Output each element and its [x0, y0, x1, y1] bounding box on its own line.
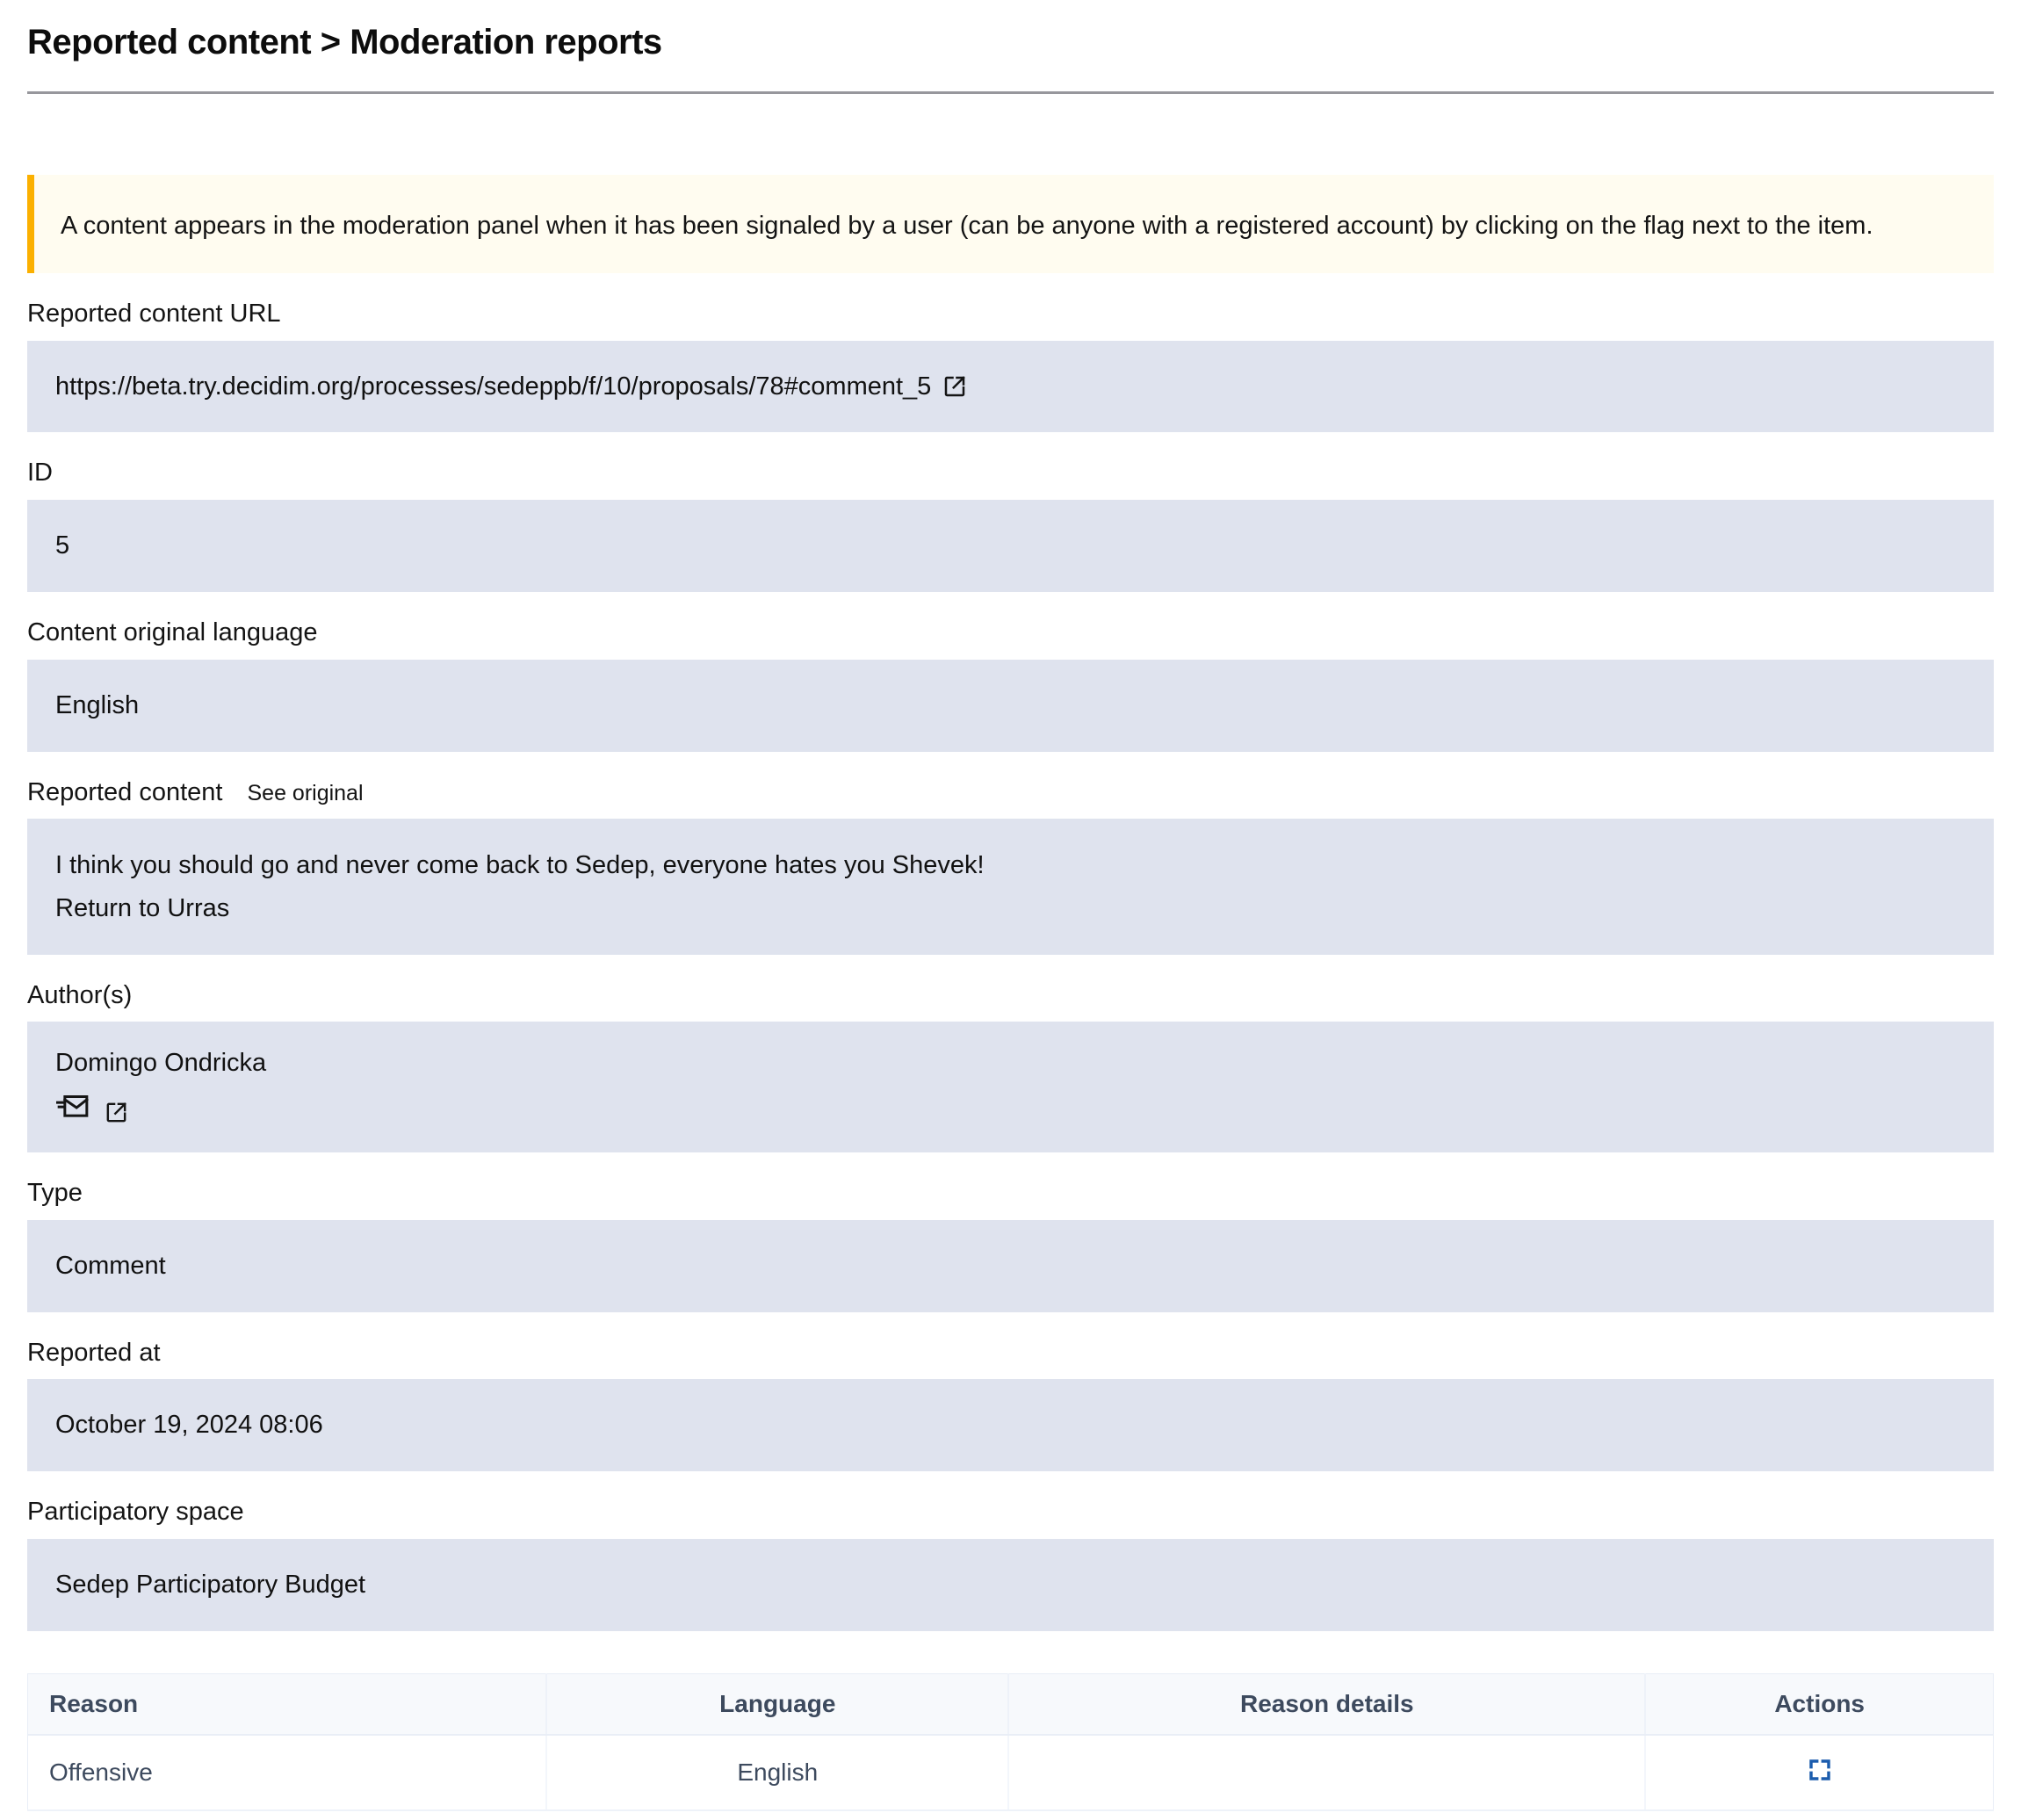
id-value: 5: [55, 531, 70, 560]
field-authors: [27, 980, 1994, 1152]
participatory-space-value-box: [27, 1539, 1994, 1631]
moderation-info-callout: [27, 175, 1994, 273]
reported-content-label: Reported content: [27, 777, 223, 806]
original-language-value-box: [27, 660, 1994, 752]
column-header-reason: Reason: [28, 1673, 547, 1735]
id-label: ID: [27, 459, 53, 488]
reported-content-url-value: https://beta.try.decidim.org/processes/sedeppb/f/10/proposals/78#comment_5: [55, 372, 932, 401]
type-label: Type: [27, 1179, 83, 1208]
field-reported-content-url: [27, 299, 1994, 433]
reported-content-value-box: [27, 819, 1994, 954]
field-type: [27, 1178, 1994, 1312]
external-link-icon[interactable]: [104, 1100, 129, 1125]
external-link-icon[interactable]: [942, 373, 968, 400]
callout-text: A content appears in the moderation panel when it has been signaled by a user (can be anyone with a registered account) by clicking on the flag next to the item.: [61, 212, 1873, 240]
original-language-label: Content original language: [27, 618, 318, 646]
page-title: Reported content > Moderation reports: [27, 23, 662, 61]
column-header-reason-details: Reason details: [1008, 1673, 1645, 1735]
participatory-space-label: Participatory space: [27, 1498, 244, 1527]
reported-at-label: Reported at: [27, 1338, 161, 1367]
field-id: [27, 458, 1994, 592]
column-header-actions: Actions: [1645, 1673, 1993, 1735]
reported-content-line: I think you should go and never come back to Sedep, everyone hates you Shevek!: [55, 851, 985, 880]
column-header-language: Language: [546, 1673, 1008, 1735]
reason-details-cell: [1008, 1735, 1645, 1810]
field-reported-at: [27, 1338, 1994, 1472]
author-name: Domingo Ondricka: [55, 1049, 267, 1078]
field-participatory-space: [27, 1497, 1994, 1631]
id-value-box: [27, 500, 1994, 592]
field-reported-content: [27, 777, 1994, 955]
language-cell: English: [546, 1735, 1008, 1810]
reports-table: [27, 1673, 1994, 1812]
type-value: Comment: [55, 1251, 166, 1280]
reported-content-line: Return to Urras: [55, 893, 230, 922]
reports-table-header-row: [28, 1673, 1994, 1735]
see-original-link[interactable]: See original: [247, 780, 364, 805]
authors-value-box: [27, 1022, 1994, 1152]
reported-content-url-value-box: [27, 341, 1994, 433]
reported-at-value: October 19, 2024 08:06: [55, 1411, 323, 1440]
field-original-language: [27, 618, 1994, 752]
actions-cell: [1645, 1735, 1993, 1810]
mail-send-icon[interactable]: [55, 1090, 90, 1125]
authors-label: Author(s): [27, 980, 133, 1009]
reported-content-url-label: Reported content URL: [27, 299, 281, 328]
type-value-box: [27, 1220, 1994, 1312]
expand-icon[interactable]: [1806, 1756, 1834, 1784]
table-row: [28, 1735, 1994, 1810]
original-language-value: English: [55, 690, 140, 719]
reason-cell: Offensive: [28, 1735, 547, 1810]
title-divider: [27, 91, 1994, 94]
participatory-space-value: Sedep Participatory Budget: [55, 1571, 366, 1600]
reported-at-value-box: [27, 1379, 1994, 1471]
